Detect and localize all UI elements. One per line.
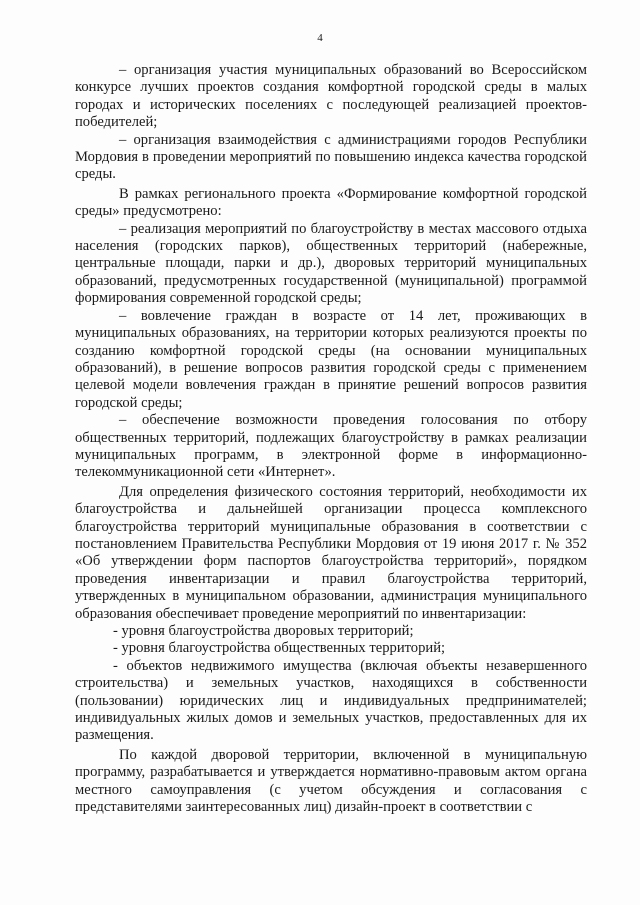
paragraph-improvement-measures: – реализация мероприятий по благоустройству в местах массового отдыха населения (городских парков), общественных территорий (набережные, центральные площади, парки и др.), дворовых территорий муниципальных образований, предусмотренных государственной (муниципальной) программой формирования современной городской среды; xyxy=(75,220,587,307)
paragraph-design-project: По каждой дворовой территории, включенной в муниципальную программу, разрабатывается и утверждается нормативно-правовым актом органа местного самоуправления (с учетом обсуждения и согласования с представителями заинтересованных лиц) дизайн-проект в соответствии с xyxy=(75,746,587,816)
paragraph-citizen-involvement: – вовлечение граждан в возрасте от 14 лет, проживающих в муниципальных образованиях, на территории которых реализуются проекты по созданию комфортной городской среды (на основании муниципальных образований), в решение вопросов развития городской среды с применением целевой модели вовлечения граждан в принятие решений вопросов развития городской среды; xyxy=(75,307,587,411)
document-body xyxy=(75,62,587,816)
paragraph-contest: – организация участия муниципальных образований во Всероссийском конкурсе лучших проектов создания комфортной городской среды в малых городах и исторических поселениях с последующей реализацией проектов-победителей; xyxy=(75,62,587,131)
paragraph-cooperation: – организация взаимодействия с администрациями городов Республики Мордовия в проведении мероприятий по повышению индекса качества городской среды. xyxy=(75,131,587,183)
list-item-public-territories: - уровня благоустройства общественных территорий; xyxy=(113,640,446,657)
page-number: 4 xyxy=(317,32,323,44)
paragraph-inventory: Для определения физического состояния территорий, необходимости их благоустройства и дальнейшей организации процесса комплексного благоустройства территорий муниципальные образования в соответствии с постановлением Правительства Республики Мордовия от 19 июня 2017 г. № 352 «Об утверждении форм паспортов благоустройства территорий», порядком проведения инвентаризации и правил благоустройства территорий, утвержденных в муниципальном образовании, администрация муниципального образования обеспечивает проведение мероприятий по инвентаризации: xyxy=(75,483,587,622)
paragraph-regional-project: В рамках регионального проекта «Формирование комфортной городской среды» предусмотрено: xyxy=(75,185,587,220)
list-item-real-estate: - объектов недвижимого имущества (включая объекты незавершенного строительства) и земельных участков, находящихся в собственности (пользовании) юридических лиц и индивидуальных предпринимателей; индивидуальных жилых домов и земельных участков, предоставленных для их размещения. xyxy=(75,657,587,744)
list-item-yard-territories: - уровня благоустройства дворовых территорий; xyxy=(113,623,414,639)
paragraph-voting: – обеспечение возможности проведения голосования по отбору общественных территорий, подлежащих благоустройству в рамках реализации муниципальных программ, в электронной форме в информационно-телекоммуникационной сети «Интернет». xyxy=(75,412,587,481)
